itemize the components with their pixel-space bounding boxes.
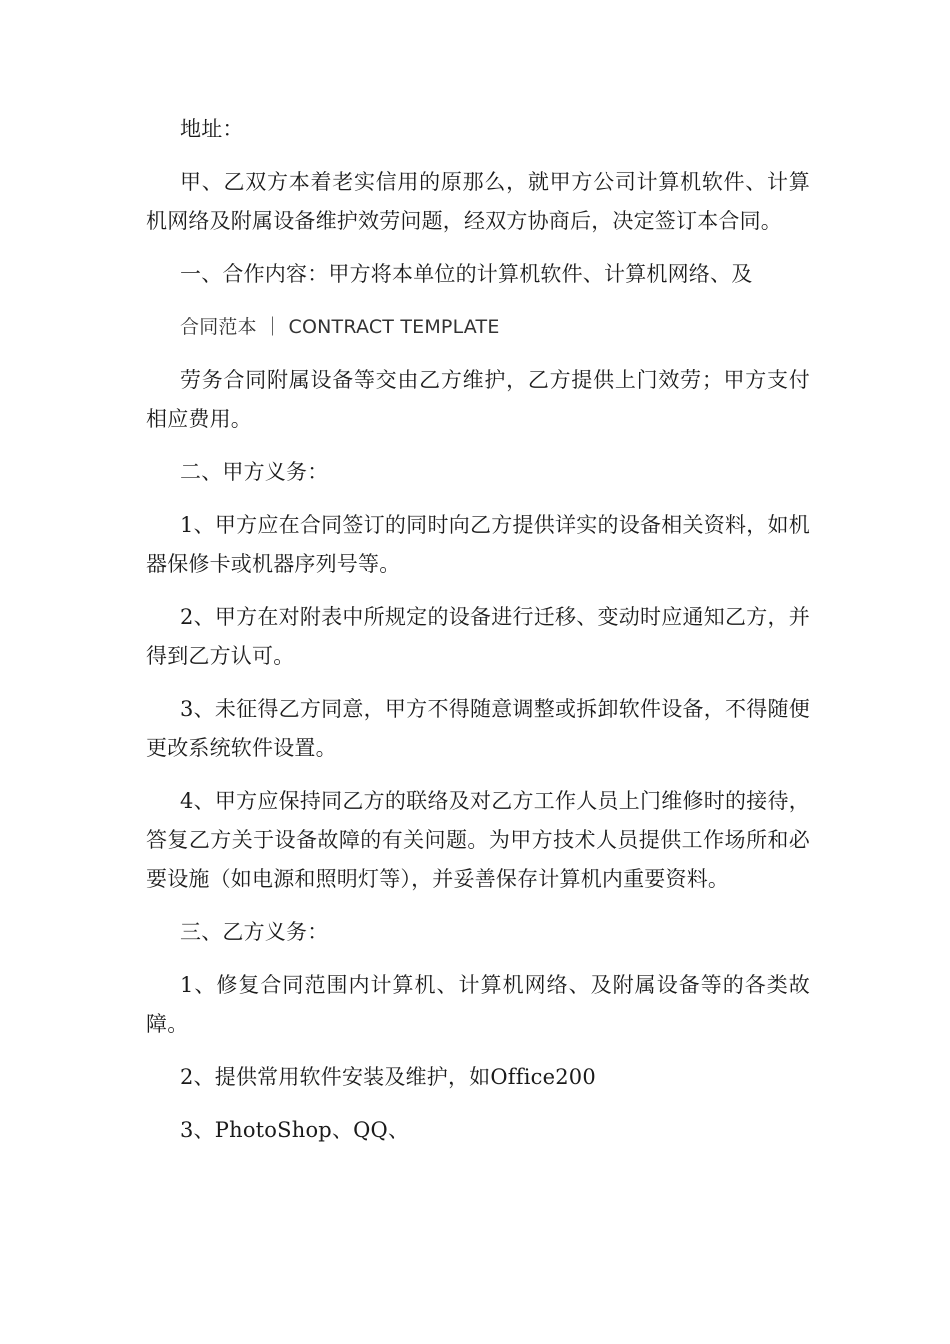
party-a-clause-2: 2、甲方在对附表中所规定的设备进行迁移、变动时应通知乙方，并得到乙方认可。 <box>146 605 810 668</box>
section-party-a-obligations: 二、甲方义务： <box>180 460 329 484</box>
party-a-clause-1: 1、甲方应在合同签订的同时向乙方提供详实的设备相关资料，如机器保修卡或机器序列号等。 <box>146 513 810 576</box>
party-b-clause-3: 3、PhotoShop、QQ、 <box>180 1118 410 1142</box>
document-body <box>146 110 810 1150</box>
contract-template-header: 合同范本 ｜ CONTRACT TEMPLATE <box>180 316 500 338</box>
party-b-clause-1: 1、修复合同范围内计算机、计算机网络、及附属设备等的各类故障。 <box>146 973 810 1036</box>
preamble-paragraph: 甲、乙双方本着老实信用的原那么，就甲方公司计算机软件、计算机网络及附属设备维护效劳问题，经双方协商后，决定签订本合同。 <box>146 170 810 233</box>
party-a-clause-3: 3、未征得乙方同意，甲方不得随意调整或拆卸软件设备，不得随便更改系统软件设置。 <box>146 697 810 760</box>
section-party-b-obligations: 三、乙方义务： <box>180 920 329 944</box>
address-line: 地址： <box>180 117 244 141</box>
section-cooperation-content: 一、合作内容：甲方将本单位的计算机软件、计算机网络、及 <box>180 262 753 286</box>
party-a-clause-4: 4、甲方应保持同乙方的联络及对乙方工作人员上门维修时的接待，答复乙方关于设备故障的有关问题。为甲方技术人员提供工作场所和必要设施（如电源和照明灯等），并妥善保存计算机内重要资料。 <box>146 789 810 891</box>
cooperation-continued-paragraph: 劳务合同附属设备等交由乙方维护，乙方提供上门效劳；甲方支付相应费用。 <box>146 368 810 431</box>
party-b-clause-2: 2、提供常用软件安装及维护，如Office200 <box>180 1065 596 1089</box>
